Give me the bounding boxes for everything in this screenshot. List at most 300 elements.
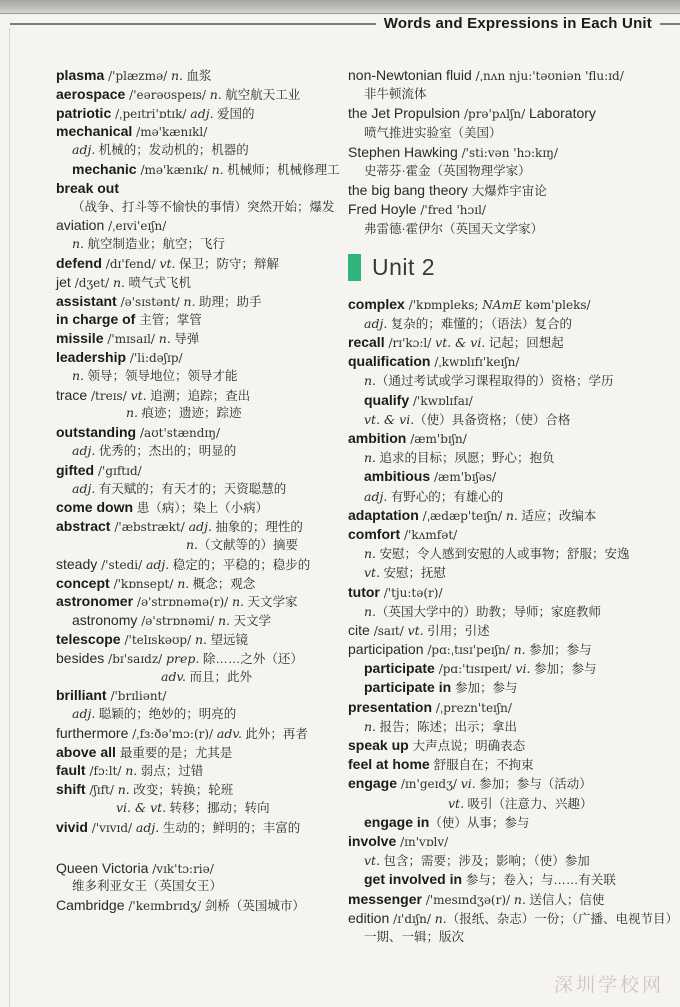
entry-line <box>348 832 678 851</box>
pos-label: adj. <box>145 556 170 572</box>
chinese-definition: 追求的目标；夙愿；野心；抱负 <box>376 451 555 466</box>
phonetic-text: /ˌfɜ:ðə'mɔ:(r)/ <box>132 726 217 741</box>
chinese-definition: 喷气推进实验室（美国） <box>364 125 502 140</box>
phonetic-text: /aʊt'stændɪŋ/ <box>140 426 221 441</box>
chinese-definition: 剑桥（英国城市） <box>204 899 305 914</box>
phonetic-text: /'gɪftɪd/ <box>98 463 142 478</box>
chinese-definition: 天文学家 <box>244 595 298 610</box>
phonetic-text: /ˌnʌn nju:'təʊniən 'flu:ɪd/ <box>475 69 624 83</box>
pos-label: vi. <box>515 661 531 677</box>
chinese-definition: 航空制造业；航空；飞行 <box>84 237 226 252</box>
entry-line <box>364 813 678 832</box>
pos-label: n. <box>218 613 231 629</box>
word-text: tutor <box>348 583 384 600</box>
phonetic-text: /'fred 'hɔɪl/ <box>420 203 486 218</box>
phonetic-text: /treɪs/ <box>91 388 131 403</box>
entry-line <box>56 216 348 235</box>
pos-label: n. <box>364 373 377 389</box>
chinese-definition: 报告；陈述；出示；拿出 <box>376 719 518 734</box>
phonetic-text: /ə'sɪstənt/ <box>120 294 184 309</box>
pos-label: n. <box>126 405 139 421</box>
pos-label: adj. <box>72 706 96 722</box>
pos-label: adj. <box>72 480 96 496</box>
entry-line <box>56 66 348 85</box>
chinese-definition: 复杂的；难懂的；（语法）复合的 <box>387 316 573 331</box>
word-text: besides <box>56 649 109 666</box>
chinese-definition: 吸引（注意力、兴趣） <box>464 796 593 811</box>
word-text: Fred Hoyle <box>348 201 421 218</box>
entry-line <box>56 310 348 329</box>
pos-label: vt. <box>159 255 176 271</box>
chinese-definition: （使）从事；参与 <box>429 815 530 830</box>
chinese-definition: 参加；参与 <box>530 662 597 677</box>
pos-label: n. <box>194 631 207 647</box>
entry-line <box>348 333 678 352</box>
entry-line <box>364 870 678 889</box>
phonetic-text: /'æbstrækt/ <box>114 520 189 535</box>
chinese-definition: 爱国的 <box>213 106 255 121</box>
chinese-definition: 患（病）；染上（小病） <box>136 501 269 516</box>
pos-label: n. <box>505 507 518 523</box>
entry-line <box>364 602 678 621</box>
entry-line <box>56 517 348 536</box>
pos-label: prep. <box>166 650 200 666</box>
phonetic-text: kəm'pleks/ <box>521 297 591 312</box>
word-text: Stephen Hawking <box>348 143 462 160</box>
pos-label: n. <box>177 575 190 591</box>
word-text: the big bang theory <box>348 182 472 199</box>
entry-line <box>56 292 348 311</box>
phonetic-text: /'eərəʊspeɪs/ <box>129 87 210 102</box>
word-text: Cambridge <box>56 897 129 914</box>
entry-line <box>72 442 348 461</box>
pos-label: adj. <box>364 488 388 504</box>
word-text: qualify <box>364 391 414 408</box>
entry-line <box>348 583 678 602</box>
word-text: patriotic <box>56 104 116 121</box>
phonetic-text: /æm'bɪʃəs/ <box>434 470 497 485</box>
phonetic-text: /æm'bɪʃn/ <box>410 432 467 446</box>
chinese-definition: 非牛顿流体 <box>364 87 427 102</box>
chinese-definition: （通过考试或学习课程取得的）资格；学历 <box>376 374 614 389</box>
entry-line <box>364 448 678 467</box>
word-text: missile <box>56 330 108 347</box>
entry-line <box>186 536 348 555</box>
entry-line <box>348 774 678 793</box>
chinese-definition: 除……之外（还） <box>199 651 303 666</box>
entry-line <box>72 611 348 630</box>
word-text: trace <box>56 386 92 403</box>
phonetic-text: /saɪt/ <box>373 623 408 638</box>
entry-line <box>56 724 348 743</box>
entry-line <box>56 555 348 574</box>
phonetic-text: /vɪk'tɔ:riə/ <box>152 861 214 876</box>
phonetic-text: /ˌpeɪtri'ɒtɪk/ <box>115 106 191 121</box>
entry-line <box>348 890 678 909</box>
pos-label: n. <box>125 763 138 779</box>
entry-line <box>348 104 678 123</box>
word-text: edition <box>348 909 394 926</box>
word-text: adaptation <box>348 506 423 523</box>
chinese-definition: （战争、打斗等不愉快的事情）突然开始；爆发 <box>72 199 335 214</box>
phonetic-text: /'telɪskəʊp/ <box>124 632 195 647</box>
pos-label: adj. <box>72 442 96 458</box>
pos-label: n. <box>364 546 377 562</box>
entry-line <box>364 717 678 736</box>
entry-line <box>56 649 348 668</box>
chinese-definition: 天文学 <box>230 614 272 629</box>
chinese-definition: 优秀的；杰出的；明显的 <box>95 443 237 458</box>
word-text: comfort <box>348 525 404 542</box>
phonetic-text: /ˌkwɒlɪfɪ'keɪʃn/ <box>434 355 520 370</box>
pos-label: n. <box>117 782 130 798</box>
pos-label: vi. & vt. <box>116 800 167 816</box>
pos-label: vt. <box>448 795 465 811</box>
pos-label: vt. & vi. <box>435 335 486 351</box>
word-text: the Jet Propulsion <box>348 105 464 122</box>
entry-line <box>364 563 678 582</box>
entry-line <box>56 85 348 104</box>
word-text: concept <box>56 574 114 591</box>
word-text: engage in <box>364 813 430 830</box>
word-text: presentation <box>348 698 436 715</box>
pos-label: n. <box>170 68 183 83</box>
entry-line <box>56 254 348 273</box>
chinese-definition: 机械的；发动机的；机器的 <box>95 143 249 158</box>
chinese-definition: 保卫；防守；辩解 <box>175 256 279 271</box>
word-text: furthermore <box>56 724 133 741</box>
chinese-definition: 安慰；抚慰 <box>380 566 447 581</box>
chinese-definition: 弱点；过错 <box>137 764 204 779</box>
phonetic-text: /ɪ'dɪʃn/ <box>393 911 435 926</box>
word-text: recall <box>348 334 389 351</box>
chinese-definition: 记起；回想起 <box>485 336 564 351</box>
phonetic-text: /'li:dəʃɪp/ <box>129 350 183 365</box>
pos-label: adj. <box>188 519 212 535</box>
phonetic-text: /mə'kænɪkl/ <box>136 125 208 140</box>
phonetic-text: NAmE <box>482 297 522 312</box>
pos-label: n. <box>364 718 377 734</box>
pos-label: n. <box>209 86 222 102</box>
pos-label: n. <box>112 274 125 290</box>
entry-line <box>348 909 678 928</box>
pos-label: adj. <box>72 142 96 158</box>
phonetic-text: /ə'strɒnəmə(r)/ <box>136 595 233 610</box>
phonetic-text: /fɔ:lt/ <box>89 764 126 779</box>
entry-line <box>364 220 678 239</box>
chinese-definition: 舒服自在；不拘束 <box>433 758 534 773</box>
entry-line <box>56 592 348 611</box>
entry-line <box>348 736 678 755</box>
phonetic-text: /'kwɒlɪfaɪ/ <box>413 393 473 408</box>
entry-line <box>348 525 678 544</box>
chinese-definition: 主管；掌管 <box>139 313 202 328</box>
phonetic-text: /pɑ:ˌtɪsɪ'peɪʃn/ <box>427 643 514 658</box>
word-text: get involved in <box>364 871 466 888</box>
word-list-column-right <box>348 66 678 947</box>
entry-line <box>364 928 678 947</box>
word-text: Queen Victoria <box>56 859 153 876</box>
word-text: mechanical <box>56 123 137 140</box>
word-text: gifted <box>56 461 98 478</box>
chinese-definition: 有天赋的；有天才的；天资聪慧的 <box>95 481 287 496</box>
chinese-definition: 稳定的；平稳的；稳步的 <box>169 557 311 572</box>
word-text: non-Newtonian fluid <box>348 67 476 83</box>
entry-line <box>348 352 678 371</box>
phonetic-text: /pɑ:'tɪsɪpeɪt/ <box>438 662 516 677</box>
chinese-definition: 导弹 <box>170 332 200 347</box>
pos-label: n. <box>186 536 199 552</box>
chinese-definition: 一期、一辑；版次 <box>364 929 465 944</box>
pos-label: n. <box>434 910 447 926</box>
site-watermark: 深圳学校网 <box>553 975 664 996</box>
entry-line <box>56 386 348 405</box>
entry-line <box>56 574 348 593</box>
word-text: speak up <box>348 737 413 753</box>
word-text: come down <box>56 499 137 516</box>
phonetic-text: /bɪ'saɪdz/ <box>108 651 167 666</box>
chinese-definition: 送信人；信使 <box>525 892 605 907</box>
word-text: outstanding <box>56 424 140 441</box>
word-text: astronomy <box>72 612 142 629</box>
phonetic-text: /'mesɪndʒə(r)/ <box>425 892 514 907</box>
entry-line <box>348 295 678 314</box>
chinese-definition: 望远镜 <box>206 632 248 647</box>
entry-line <box>72 705 348 724</box>
entry-line <box>364 659 678 678</box>
pos-label: adv. <box>216 725 242 741</box>
phonetic-text: /dʒet/ <box>74 275 113 290</box>
word-text: fault <box>56 762 90 779</box>
entry-line <box>348 621 678 640</box>
chinese-definition: 抽象的；理性的 <box>211 520 303 535</box>
word-text: mechanic <box>72 160 141 177</box>
chinese-definition: 参加；参与 <box>525 643 592 658</box>
pos-label: n. <box>232 594 245 610</box>
entry-line <box>56 122 348 141</box>
word-text: vivid <box>56 818 92 835</box>
word-text: feel at home <box>348 756 434 773</box>
word-text: plasma <box>56 67 109 83</box>
phonetic-text: /ˌprezn'teɪʃn/ <box>435 700 512 715</box>
entry-line <box>56 859 348 878</box>
chinese-definition: 机械师；机械修理工 <box>223 162 340 177</box>
pos-label: vt. & vi. <box>364 411 415 427</box>
word-text: in charge of <box>56 311 140 328</box>
phonetic-text: /'keɪmbrɪdʒ/ <box>128 899 205 914</box>
pos-label: vt. <box>364 853 381 869</box>
entry-line <box>364 678 678 697</box>
chinese-definition: 安慰；令人感到安慰的人或事物；舒服；安逸 <box>376 547 630 562</box>
word-text: defend <box>56 254 106 271</box>
phonetic-text: /rɪ'kɔ:l/ <box>388 336 436 351</box>
entry-line <box>364 314 678 333</box>
entry-line <box>56 498 348 517</box>
chinese-definition: （报纸、杂志）一份；（广播、电视节目） <box>446 911 678 926</box>
chinese-definition: （英国大学中的）助教；导师；家庭教师 <box>376 604 602 619</box>
entry-line <box>348 506 678 525</box>
phonetic-text: /'vɪvɪd/ <box>91 820 136 835</box>
entry-line <box>348 181 678 200</box>
phonetic-text: /'stedi/ <box>101 557 146 572</box>
entry-line <box>348 143 678 162</box>
entry-line <box>56 818 348 837</box>
chinese-definition: 包含；需要；涉及；影响；（使）参加 <box>380 854 590 869</box>
pos-label: n. <box>211 161 224 177</box>
phonetic-text: /ə'strɒnəmi/ <box>141 614 218 629</box>
pos-label: n. <box>513 891 526 907</box>
entry-line <box>348 66 678 85</box>
chinese-definition: 助理；助手 <box>195 294 262 309</box>
word-text: astronomer <box>56 593 137 610</box>
entry-line <box>161 668 348 687</box>
pos-label: vt. <box>407 622 424 638</box>
phonetic-text: /'mɪsaɪl/ <box>107 332 159 347</box>
chinese-definition: 参加；参与（活动） <box>475 777 592 792</box>
entry-line <box>56 761 348 780</box>
phonetic-text: /mə'kænɪk/ <box>140 162 212 177</box>
word-text: aviation <box>56 217 109 234</box>
chinese-definition: 概念；观念 <box>189 576 256 591</box>
entry-line <box>72 480 348 499</box>
entry-line <box>56 743 348 762</box>
pos-label: vt. <box>130 387 147 403</box>
chinese-definition: 引用；引述 <box>423 623 490 638</box>
unit-heading <box>348 254 678 282</box>
phonetic-text: /ɪn'vɒlv/ <box>400 834 449 849</box>
entry-line <box>348 200 678 219</box>
entry-line <box>72 160 348 179</box>
word-text: ambition <box>348 430 411 446</box>
entry-line <box>56 896 348 915</box>
word-text: jet <box>56 273 75 290</box>
chinese-definition: 有野心的；有雄心的 <box>387 489 504 504</box>
entry-line <box>348 698 678 717</box>
entry-line <box>364 467 678 486</box>
phonetic-text: /'kʌmfət/ <box>404 527 458 542</box>
chinese-definition: 大声点说；明确表态 <box>412 739 526 753</box>
chinese-definition: 此外；再者 <box>241 726 308 741</box>
chinese-definition: 改变；转换；轮班 <box>129 783 234 798</box>
chinese-definition: 参加；参与 <box>455 681 518 696</box>
chinese-definition: 维多利亚女王（英国女王） <box>72 879 223 894</box>
phonetic-text: /'kɒnsept/ <box>113 576 178 591</box>
entry-line <box>364 85 678 104</box>
entry-line <box>126 404 348 423</box>
chinese-definition: 聪颖的；绝妙的；明亮的 <box>95 707 237 722</box>
entry-line <box>56 329 348 348</box>
word-text: qualification <box>348 353 435 370</box>
word-list-column-left <box>56 66 348 915</box>
entry-line <box>364 391 678 410</box>
chinese-definition: 生动的；鲜明的；丰富的 <box>159 820 301 835</box>
word-text: aerospace <box>56 85 130 102</box>
chinese-definition: 领导；领导地位；领导才能 <box>84 368 238 383</box>
phonetic-text: /'brɪliənt/ <box>110 689 167 704</box>
page-fold-line <box>9 28 10 1007</box>
entry-line <box>56 273 348 292</box>
phonetic-text: /dɪ'fend/ <box>105 256 160 271</box>
entry-line <box>56 630 348 649</box>
entry-line <box>448 794 678 813</box>
phonetic-text: /prə'pʌlʃn/ <box>463 107 529 122</box>
entry-line <box>72 198 348 217</box>
pos-label: n. <box>158 331 171 347</box>
word-text: participate in <box>364 679 456 696</box>
entry-line <box>348 640 678 659</box>
word-text: abstract <box>56 518 115 535</box>
phonetic-text: /ˌeɪvi'eɪʃn/ <box>108 219 167 234</box>
chinese-definition: 转移；挪动；转向 <box>166 801 270 816</box>
pos-label: n. <box>513 642 526 658</box>
unit-label: Unit 2 <box>372 254 436 281</box>
phonetic-text: /ˌædæp'teɪʃn/ <box>422 508 506 523</box>
word-text: brilliant <box>56 687 111 704</box>
pos-label: vt. <box>364 565 381 581</box>
entry-line <box>56 348 348 367</box>
pos-label: n. <box>364 603 377 619</box>
scan-top-edge <box>0 0 680 14</box>
phonetic-text: /'tju:tə(r)/ <box>383 585 443 600</box>
word-text: break out <box>56 179 120 196</box>
chinese-definition: （使）具备资格；（使）合格 <box>414 412 571 427</box>
word-text: ambitious <box>364 468 435 485</box>
entry-line <box>364 487 678 506</box>
entry-line <box>56 179 348 198</box>
chinese-definition: 最重要的是；尤其是 <box>119 745 233 760</box>
entry-line <box>72 367 348 386</box>
pos-label: n. <box>183 293 196 309</box>
entry-line <box>56 461 348 480</box>
pos-label: n. <box>72 367 85 383</box>
pos-label: adj. <box>190 105 214 121</box>
word-text: above all <box>56 743 120 760</box>
chinese-definition: （文献等的）摘要 <box>198 537 299 552</box>
pos-label: adj. <box>135 819 160 835</box>
page-header-title: Words and Expressions in Each Unit <box>376 15 660 32</box>
pos-label: n. <box>364 450 377 466</box>
unit-accent-bar <box>348 254 361 281</box>
phonetic-text: /ɪn'geɪdʒ/ <box>400 777 461 792</box>
entry-line <box>348 429 678 448</box>
pos-label: adj. <box>364 315 388 331</box>
word-text: complex <box>348 295 409 312</box>
chinese-definition: 史蒂芬·霍金（英国物理学家） <box>364 163 531 178</box>
entry-line <box>56 780 348 799</box>
entry-line <box>348 755 678 774</box>
word-text: steady <box>56 555 102 572</box>
entry-line <box>56 686 348 705</box>
word-text: participation <box>348 641 428 658</box>
chinese-definition: 大爆炸宇宙论 <box>471 184 547 199</box>
word-text: engage <box>348 775 401 792</box>
chinese-definition: 而且；此外 <box>186 669 252 684</box>
word-text: participate <box>364 660 439 677</box>
chinese-definition: 追溯；追踪；查出 <box>146 388 251 403</box>
chinese-definition: 弗雷德·霍伊尔（英国天文学家） <box>364 221 544 236</box>
phonetic-text: /'sti:vən 'hɔ:kɪŋ/ <box>461 145 558 160</box>
chinese-definition: 血浆 <box>182 69 212 83</box>
entry-line <box>364 544 678 563</box>
chinese-definition: 适应；改编本 <box>517 508 597 523</box>
phonetic-text: /ʃɪft/ <box>89 783 118 798</box>
pos-label: vi. <box>460 776 476 792</box>
entry-line <box>364 410 678 429</box>
entry-line <box>364 851 678 870</box>
entry-line <box>364 162 678 181</box>
chinese-definition: 参与；卷入；与……有关联 <box>465 873 616 888</box>
entry-line <box>364 371 678 390</box>
